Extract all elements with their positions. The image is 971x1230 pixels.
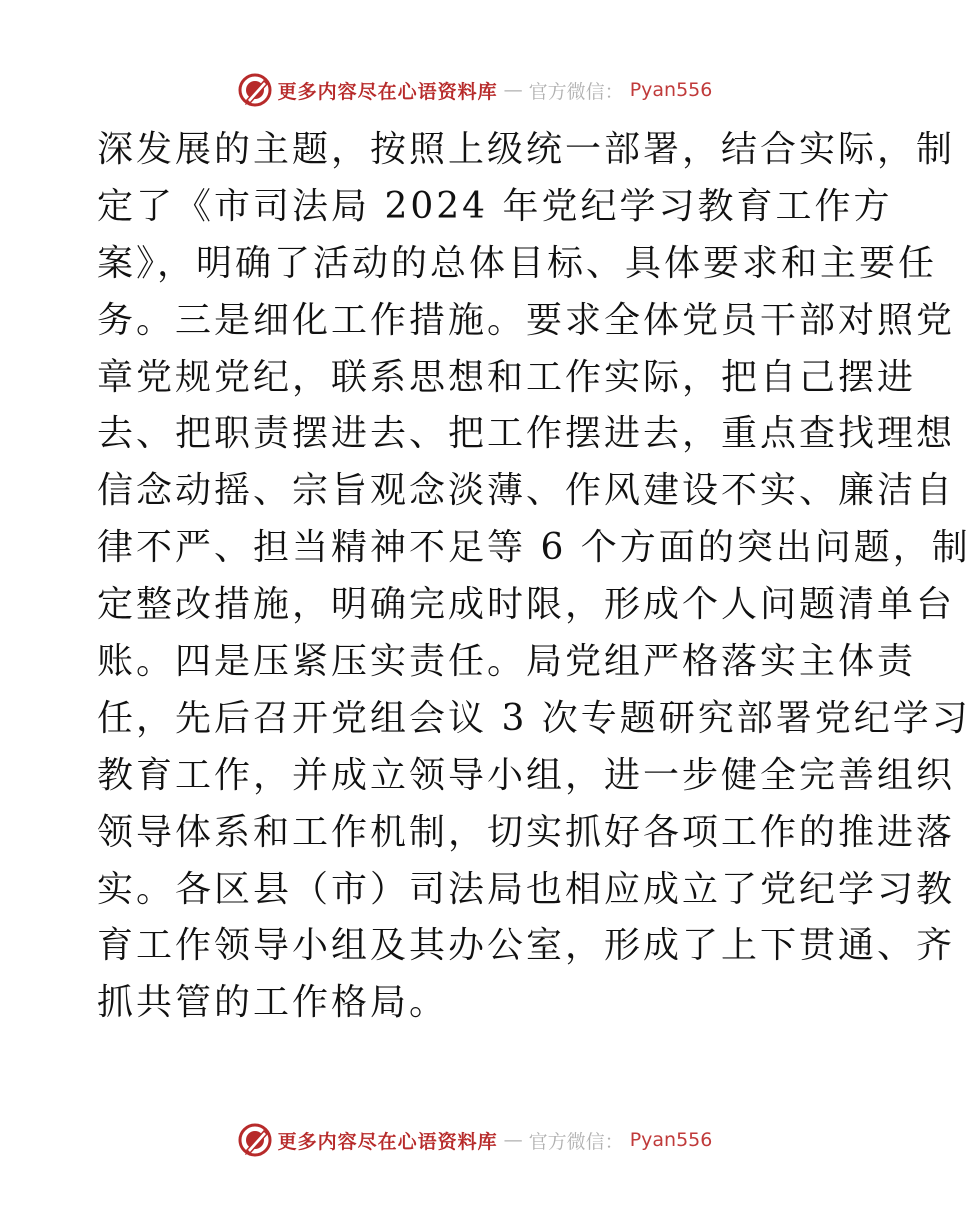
banner-wechat-label: 官方微信：: [528, 80, 624, 103]
banner-wechat-id: Pyan556: [629, 79, 713, 101]
pen-logo-icon: [238, 1123, 272, 1157]
pen-logo-icon: [238, 73, 272, 107]
banner-separator: —: [503, 79, 523, 101]
banner-wechat-label: 官方微信：: [528, 1130, 624, 1153]
body-line: 去、把职责摆进去、把工作摆进去，重点查找理想: [97, 413, 956, 455]
body-line: 务。三是细化工作措施。要求全体党员干部对照党: [97, 299, 956, 341]
body-line: 案》，明确了活动的总体目标、具体要求和主要任: [97, 242, 938, 284]
header-banner: [0, 70, 950, 110]
body-line: 抓共管的工作格局。: [97, 982, 449, 1024]
body-line: 章党规党纪，联系思想和工作实际，把自己摆进: [97, 356, 917, 398]
body-line: 育工作领导小组及其办公室，形成了上下贯通、齐: [97, 925, 956, 967]
banner-separator: —: [503, 1129, 523, 1151]
body-line: 领导体系和工作机制，切实抓好各项工作的推进落: [97, 811, 956, 853]
body-line: 律不严、担当精神不足等 6 个方面的突出问题，制: [97, 527, 971, 569]
body-line: 任，先后召开党组会议 3 次专题研究部署党纪学习: [97, 697, 971, 739]
body-line: 定整改措施，明确完成时限，形成个人问题清单台: [97, 584, 956, 626]
body-line: 定了《市司法局 2024 年党纪学习教育工作方: [97, 185, 893, 227]
body-line: 信念动摇、宗旨观念淡薄、作风建设不实、廉洁自: [97, 470, 956, 512]
banner-promo-text: 更多内容尽在心语资料库: [277, 1130, 498, 1153]
document-body: [97, 122, 971, 1032]
footer-banner: [0, 1120, 950, 1160]
body-line: 教育工作，并成立领导小组，进一步健全完善组织: [97, 754, 956, 796]
body-line: 深发展的主题，按照上级统一部署，结合实际，制: [97, 129, 956, 170]
body-line: 账。四是压紧压实责任。局党组严格落实主体责: [97, 641, 917, 683]
body-line: 实。各区县（市）司法局也相应成立了党纪学习教: [97, 868, 956, 910]
banner-promo-text: 更多内容尽在心语资料库: [277, 80, 498, 103]
banner-wechat-id: Pyan556: [629, 1129, 713, 1151]
